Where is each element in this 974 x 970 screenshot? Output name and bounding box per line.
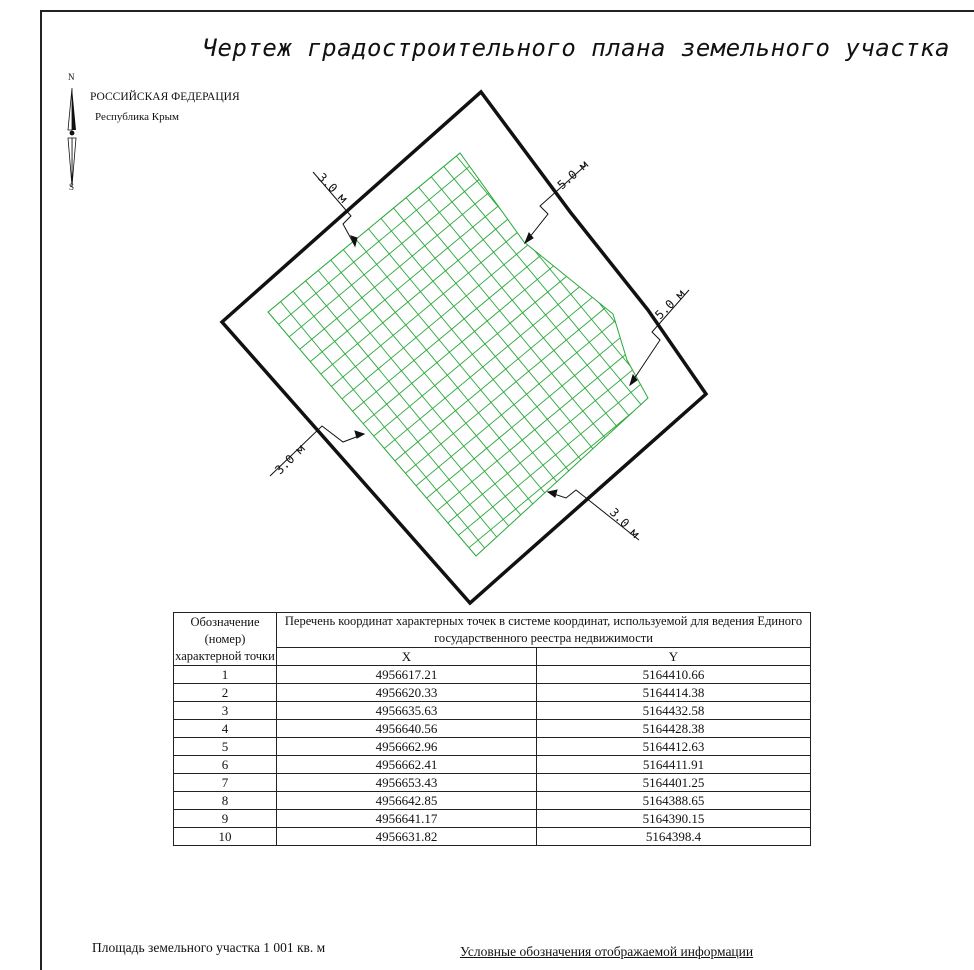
point-number: 8 bbox=[174, 792, 277, 810]
coordinates-table bbox=[173, 612, 811, 846]
y-value: 5164432.58 bbox=[537, 702, 811, 720]
x-value: 4956640.56 bbox=[277, 720, 537, 738]
point-number-header: Обозначение (номер) характерной точки bbox=[174, 613, 277, 666]
x-header: X bbox=[277, 648, 537, 666]
north-label: N bbox=[68, 72, 75, 82]
table-row bbox=[174, 756, 811, 774]
y-value: 5164411.91 bbox=[537, 756, 811, 774]
y-value: 5164398.4 bbox=[537, 828, 811, 846]
table-row bbox=[174, 738, 811, 756]
x-value: 4956641.17 bbox=[277, 810, 537, 828]
table-row bbox=[174, 720, 811, 738]
point-number: 10 bbox=[174, 828, 277, 846]
y-value: 5164390.15 bbox=[537, 810, 811, 828]
y-value: 5164388.65 bbox=[537, 792, 811, 810]
coordinates-header: Перечень координат характерных точек в системе координат, используемой для ведения Единого государственного реестра недвижимости bbox=[277, 613, 811, 648]
point-number: 2 bbox=[174, 684, 277, 702]
setback-label-lower-left: 3.0 м bbox=[272, 441, 308, 478]
x-value: 4956631.82 bbox=[277, 828, 537, 846]
x-value: 4956662.96 bbox=[277, 738, 537, 756]
setback-label-lower-right: 3.0 м bbox=[606, 505, 643, 541]
plot-area-text: Площадь земельного участка 1 001 кв. м bbox=[92, 940, 326, 955]
point-number: 1 bbox=[174, 666, 277, 684]
country-label: РОССИЙСКАЯ ФЕДЕРАЦИЯ bbox=[90, 91, 240, 103]
y-value: 5164428.38 bbox=[537, 720, 811, 738]
table-row bbox=[174, 792, 811, 810]
drawing-title: Чертеж градостроительного плана земельного участка bbox=[202, 34, 950, 62]
south-label: S bbox=[69, 182, 75, 192]
table-row bbox=[174, 666, 811, 684]
point-number: 3 bbox=[174, 702, 277, 720]
y-header: Y bbox=[537, 648, 811, 666]
setback-label-upper-right: 5.0 м bbox=[554, 157, 591, 193]
y-value: 5164412.63 bbox=[537, 738, 811, 756]
legend-title: Условные обозначения отображаемой информации bbox=[460, 944, 754, 959]
table-row bbox=[174, 684, 811, 702]
x-value: 4956662.41 bbox=[277, 756, 537, 774]
table-row bbox=[174, 810, 811, 828]
setback-label-right: 5.0 м bbox=[652, 286, 688, 323]
x-value: 4956620.33 bbox=[277, 684, 537, 702]
point-number: 6 bbox=[174, 756, 277, 774]
x-value: 4956642.85 bbox=[277, 792, 537, 810]
x-value: 4956635.63 bbox=[277, 702, 537, 720]
x-value: 4956617.21 bbox=[277, 666, 537, 684]
y-value: 5164410.66 bbox=[537, 666, 811, 684]
y-value: 5164414.38 bbox=[537, 684, 811, 702]
point-number: 9 bbox=[174, 810, 277, 828]
x-value: 4956653.43 bbox=[277, 774, 537, 792]
point-number: 5 bbox=[174, 738, 277, 756]
table-row bbox=[174, 774, 811, 792]
y-value: 5164401.25 bbox=[537, 774, 811, 792]
republic-label: Республика Крым bbox=[95, 111, 179, 123]
point-number: 4 bbox=[174, 720, 277, 738]
setback-label-upper-left: 3.0 м bbox=[314, 170, 351, 206]
point-number: 7 bbox=[174, 774, 277, 792]
table-row bbox=[174, 828, 811, 846]
table-row bbox=[174, 702, 811, 720]
